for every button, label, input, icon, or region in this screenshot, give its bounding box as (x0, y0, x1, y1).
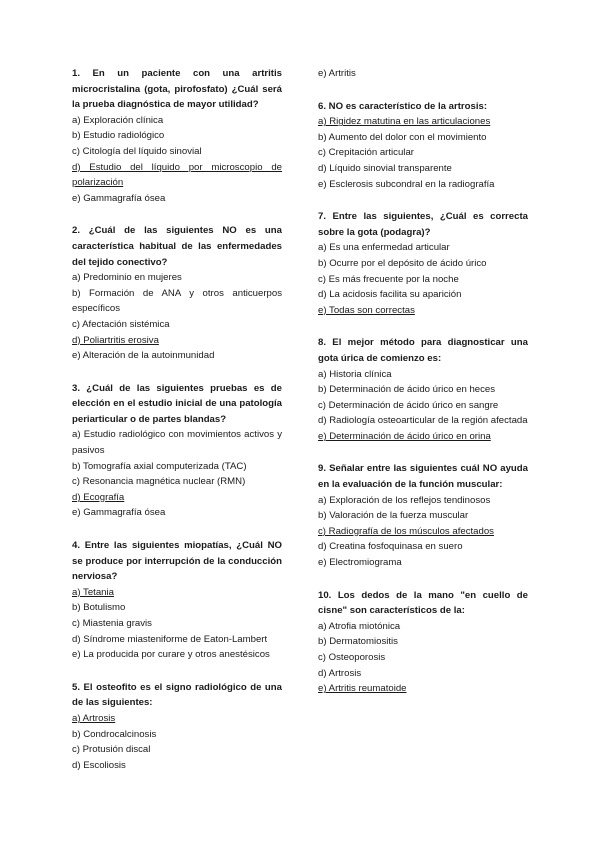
answer-option: e) Gammagrafía ósea (72, 507, 166, 519)
answer-option-correct: d) Poliartritis erosiva (72, 334, 159, 346)
question-text: 3. ¿Cuál de las siguientes pruebas es de elección en el estudio inicial de una patología periarticular o de partes blandas? (72, 382, 282, 425)
answer-option: c) Afectación sistémica (72, 318, 170, 330)
answer-option: a) Predominio en mujeres (72, 272, 182, 284)
answer-option: c) Crepitación articular (318, 147, 414, 159)
answer-option: d) Artrosis (318, 667, 362, 679)
question-block (318, 209, 528, 318)
answer-option: a) Es una enfermedad articular (318, 242, 450, 254)
answer-option: e) Esclerosis subcondral en la radiografía (318, 178, 495, 190)
answer-option-correct: e) Determinación de ácido úrico en orina (318, 430, 491, 442)
answer-option: c) Protusión discal (72, 744, 151, 756)
answer-option: e) Artritis (318, 68, 356, 79)
answer-option: a) Estudio radiológico con movimientos activos y pasivos (72, 429, 282, 457)
answer-option: c) Resonancia magnética nuclear (RMN) (72, 476, 246, 488)
answer-option-correct: a) Rigidez matutina en las articulaciones (318, 116, 491, 128)
answer-option: d) Creatina fosfoquinasa en suero (318, 541, 463, 553)
answer-option-correct: d) Ecografía (72, 491, 125, 503)
answer-option-correct: a) Tetania (72, 586, 114, 598)
answer-option: d) Síndrome miasteniforme de Eaton-Lambert (72, 633, 268, 645)
answer-option: d) Escoliosis (72, 759, 126, 771)
answer-option: d) La acidosis facilita su aparición (318, 289, 462, 301)
answer-option: a) Atrofia miotónica (318, 620, 401, 632)
answer-option: b) Dermatomiositis (318, 636, 398, 648)
question-text: 4. Entre las siguientes miopatías, ¿Cuál NO se produce por interrupción de la conducción nerviosa? (72, 540, 282, 583)
answer-option-correct: e) Todas son correctas (318, 304, 415, 316)
answer-option: e) Alteración de la autoinmunidad (72, 350, 215, 362)
answer-option: a) Exploración clínica (72, 114, 164, 126)
answer-option: d) Radiología osteoarticular de la región afectada (318, 415, 528, 427)
question-block (318, 588, 528, 697)
answer-option: c) Es más frecuente por la noche (318, 273, 459, 285)
answer-option: c) Miastenia gravis (72, 618, 152, 629)
question-block (72, 66, 282, 206)
question-text: 8. El mejor método para diagnosticar una gota úrica de comienzo es: (318, 337, 528, 364)
answer-option: b) Ocurre por el depósito de ácido úrico (318, 257, 487, 269)
question-text: 5. El osteofito es el signo radiológico de una de las siguientes: (72, 681, 282, 709)
question-block (318, 461, 528, 570)
answer-option: a) Historia clínica (318, 368, 392, 380)
answer-option: c) Osteoporosis (318, 652, 386, 663)
question-text: 2. ¿Cuál de las siguientes NO es una característica habitual de las enfermedades del tejido conectivo? (72, 225, 282, 268)
answer-option: e) La producida por curare y otros anestésicos (72, 649, 270, 661)
answer-option: b) Tomografía axial computerizada (TAC) (72, 460, 247, 472)
question-block (318, 335, 528, 444)
answer-option-correct: c) Radiografía de los músculos afectados (318, 525, 494, 537)
answer-option: e) Gammagrafía ósea (72, 192, 166, 204)
question-text: 9. Señalar entre las siguientes cuál NO ayuda en la evaluación de la función muscular: (318, 463, 528, 491)
question-block (318, 66, 528, 82)
answer-option: b) Valoración de la fuerza muscular (318, 510, 469, 522)
question-block (72, 381, 282, 521)
right-column (318, 66, 528, 714)
answer-option: b) Determinación de ácido úrico en heces (318, 384, 496, 396)
answer-option: b) Botulismo (72, 602, 126, 614)
answer-option: c) Determinación de ácido úrico en sangre (318, 399, 499, 411)
answer-option-correct: d) Estudio del líquido por microscopio de polarización (72, 161, 282, 189)
answer-option: a) Exploración de los reflejos tendinosos (318, 494, 491, 506)
question-text: 6. NO es característico de la artrosis: (318, 100, 488, 112)
question-text: 1. En un paciente con una artritis microcristalina (gota, pirofosfato) ¿Cuál será la prueba diagnóstica de mayor utilidad? (72, 68, 282, 111)
question-text: 10. Los dedos de la mano "en cuello de cisne" son característicos de la: (318, 589, 528, 617)
answer-option: b) Condrocalcinosis (72, 728, 157, 740)
question-block (72, 223, 282, 363)
answer-option: b) Formación de ANA y otros anticuerpos específicos (72, 287, 282, 315)
answer-option: b) Aumento del dolor con el movimiento (318, 131, 487, 143)
left-column (72, 66, 282, 790)
answer-option-correct: e) Artritis reumatoide (318, 683, 407, 695)
answer-option: c) Citología del líquido sinovial (72, 145, 202, 157)
answer-option: b) Estudio radiológico (72, 130, 165, 142)
question-block (72, 538, 282, 663)
answer-option-correct: a) Artrosis (72, 712, 116, 724)
question-block (72, 680, 282, 774)
answer-option: e) Electromiograma (318, 557, 402, 569)
answer-option: d) Líquido sinovial transparente (318, 162, 452, 174)
question-text: 7. Entre las siguientes, ¿Cuál es correcta sobre la gota (podagra)? (318, 211, 528, 238)
question-block (318, 99, 528, 193)
